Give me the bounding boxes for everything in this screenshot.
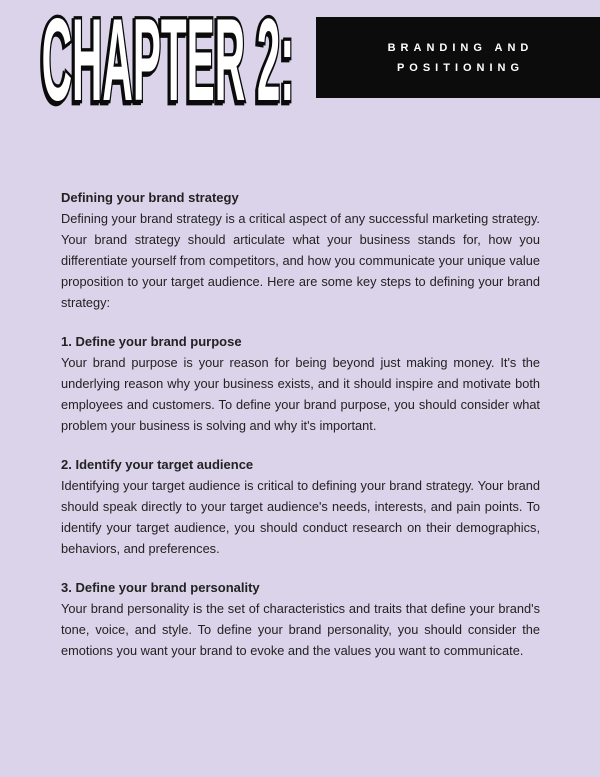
chapter-title-graphic [38,11,300,107]
banner-line: BRANDING AND [387,41,534,54]
content-section [61,331,540,436]
section-heading: 1. Define your brand purpose [61,334,242,349]
section-heading: 2. Identify your target audience [61,457,254,472]
section-paragraph: Your brand purpose is your reason for being beyond just making money. It's the underlying reason why your business exists, and it should inspire and motivate both employees and customers. To define your brand purpose, you should consider what problem your business is solving and why it's important. [61,355,540,433]
content-section [61,577,540,661]
section-paragraph: Identifying your target audience is critical to defining your brand strategy. Your brand should speak directly to your target audience's needs, interests, and pain points. To identify your target audience, you should conduct research on their demographics, behaviors, and preferences. [61,478,540,556]
section-paragraph: Defining your brand strategy is a critical aspect of any successful marketing strategy. Your brand strategy should articulate what your business stands for, how you differentiate yourself from competitors, and how you communicate your unique value proposition to your target audience. Here are some key steps to defining your brand strategy: [61,211,540,310]
content-section [61,454,540,559]
section-heading: Defining your brand strategy [61,190,239,205]
chapter-title: CHAPTER 2: [41,11,295,107]
page-content [61,187,540,679]
banner-line: POSITIONING [396,61,525,74]
chapter-banner [316,17,600,98]
section-paragraph: Your brand personality is the set of characteristics and traits that define your brand's tone, voice, and style. To define your brand personality, you should consider the emotions you want your brand to evoke and the values you want to communicate. [61,601,540,658]
section-heading: 3. Define your brand personality [61,580,260,595]
content-section [61,187,540,313]
